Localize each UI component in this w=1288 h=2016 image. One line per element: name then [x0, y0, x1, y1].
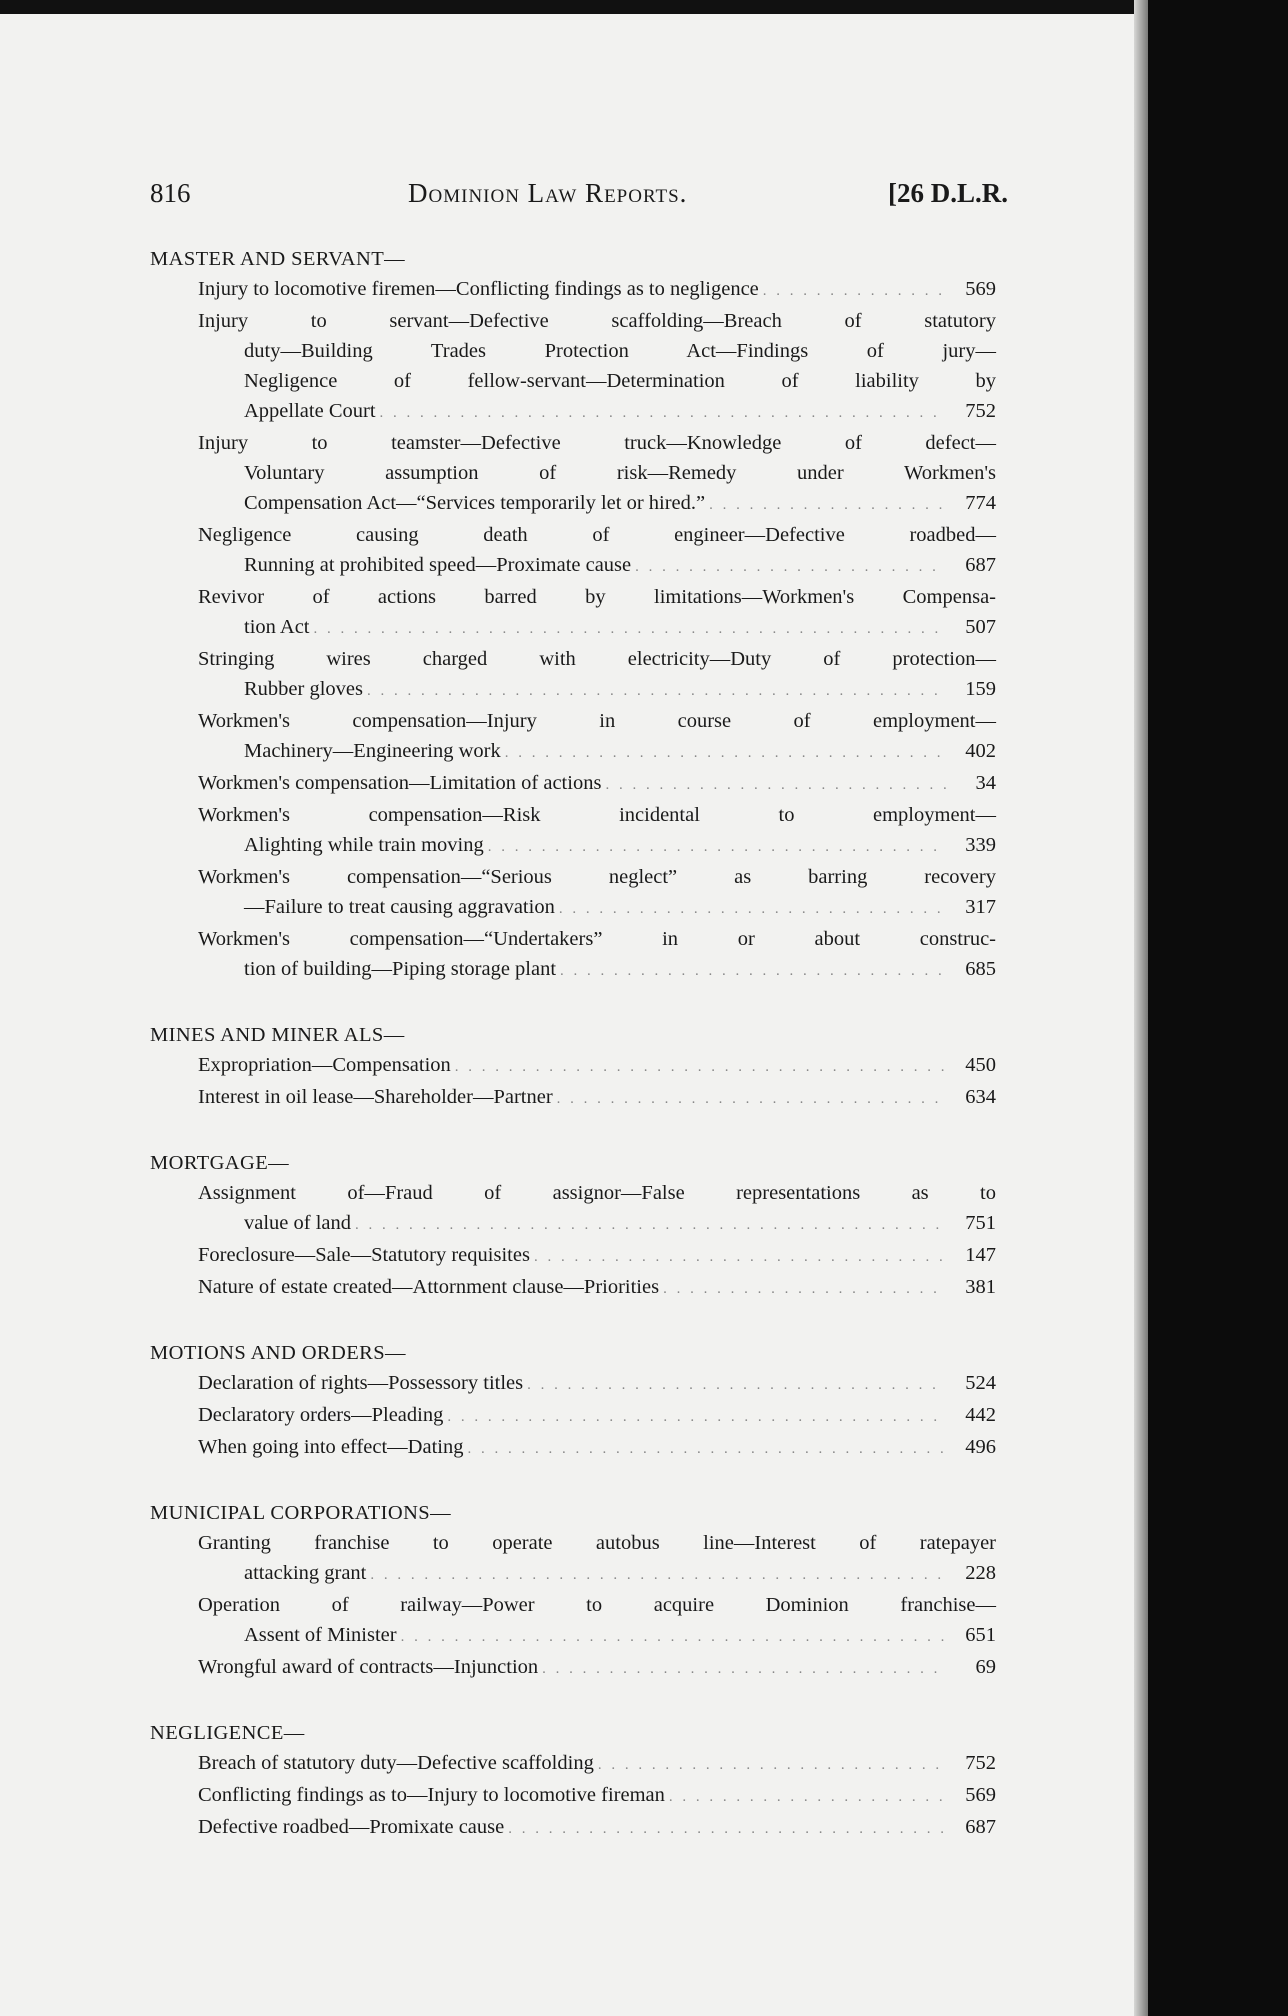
entry-final-line [198, 1400, 996, 1432]
section-heading: MUNICIPAL CORPORATIONS— [150, 1502, 451, 1524]
entry-text-line: —Failure to treat causing aggravation [244, 896, 555, 918]
entry-text-line: Workmen's compensation—Limitation of actions [198, 772, 602, 794]
dot-leader [559, 894, 946, 924]
dot-leader [635, 552, 946, 582]
entry-final-line [198, 892, 996, 924]
entry-text-line: Assignment of—Fraud of assignor—False representations as to [198, 1182, 996, 1204]
dot-leader [313, 614, 946, 644]
entry-text-line: Declaratory orders—Pleading [198, 1404, 444, 1426]
entry-text-line: Workmen's compensation—“Serious neglect” as barring recovery [198, 866, 996, 888]
entry-text-line: Injury to servant—Defective scaffolding—Breach of statutory [198, 310, 996, 332]
index-entry [198, 1590, 996, 1652]
section-heading: MOTIONS AND ORDERS— [150, 1342, 406, 1364]
entry-text-line: Workmen's compensation—Risk incidental to employment— [198, 804, 996, 826]
page-reference: 569 [965, 278, 996, 300]
dot-leader [455, 1052, 946, 1082]
index-section [150, 1148, 996, 1304]
entry-text-line: Assent of Minister [244, 1624, 397, 1646]
entry-text-line: Operation of railway—Power to acquire Dominion franchise— [198, 1594, 996, 1616]
index-entry [198, 862, 996, 924]
entry-final-line [198, 488, 996, 520]
entry-final-line [198, 1652, 996, 1684]
entry-text-line: When going into effect—Dating [198, 1436, 464, 1458]
page-reference: 339 [965, 834, 996, 856]
entry-final-line [198, 674, 996, 706]
entry-text-line: Conflicting findings as to—Injury to locomotive fireman [198, 1784, 665, 1806]
index-entry [198, 1528, 996, 1590]
scan-gutter-shadow [1134, 0, 1148, 2016]
dot-leader [542, 1654, 946, 1684]
entry-final-line [198, 612, 996, 644]
entry-text-line: Wrongful award of contracts—Injunction [198, 1656, 539, 1678]
entry-final-line [198, 1368, 996, 1400]
page-reference: 687 [965, 554, 996, 576]
page-reference: 317 [965, 896, 996, 918]
entry-final-line [198, 396, 996, 428]
page-reference: 496 [965, 1436, 996, 1458]
entry-final-line [198, 1748, 996, 1780]
entry-text-line: Machinery—Engineering work [244, 740, 501, 762]
index-entry [198, 1652, 996, 1684]
entry-final-line [198, 274, 996, 306]
entry-final-line [198, 550, 996, 582]
index-section [150, 1338, 996, 1464]
index-entry [198, 1050, 996, 1082]
page-reference: 381 [965, 1276, 996, 1298]
dot-leader [560, 956, 946, 986]
page-reference: 507 [965, 616, 996, 638]
dot-leader [763, 276, 946, 306]
entry-final-line [198, 1558, 996, 1590]
entry-text-line: Compensation Act—“Services temporarily let or hired.” [244, 492, 706, 514]
page-reference: 524 [965, 1372, 996, 1394]
entry-text-line: tion of building—Piping storage plant [244, 958, 557, 980]
index-section [150, 1718, 996, 1844]
entry-text-line: attacking grant [244, 1562, 367, 1584]
page-reference: 450 [965, 1054, 996, 1076]
page-reference: 751 [965, 1212, 996, 1234]
dot-leader [557, 1084, 946, 1114]
page-reference: 752 [965, 400, 996, 422]
page-reference: 569 [965, 1784, 996, 1806]
index-entry [198, 768, 996, 800]
index-entry [198, 1432, 996, 1464]
index-page [150, 0, 1006, 2016]
index-entry [198, 1368, 996, 1400]
index-section [150, 244, 996, 986]
dot-leader [401, 1622, 946, 1652]
page-reference: 228 [965, 1562, 996, 1584]
page-reference: 634 [965, 1086, 996, 1108]
page-header [150, 178, 1006, 218]
dot-leader [488, 832, 946, 862]
entry-text-line: duty—Building Trades Protection Act—Findings of jury— [244, 340, 996, 362]
page-reference: 147 [965, 1244, 996, 1266]
entry-final-line [198, 1208, 996, 1240]
index-entry [198, 520, 996, 582]
dot-leader [527, 1370, 946, 1400]
entry-text-line: Granting franchise to operate autobus line—Interest of ratepayer [198, 1532, 996, 1554]
entry-final-line [198, 768, 996, 800]
entry-text-line: Negligence of fellow-servant—Determination of liability by [244, 370, 996, 392]
page-reference: 402 [965, 740, 996, 762]
dot-leader [669, 1782, 946, 1812]
page-reference: 651 [965, 1624, 996, 1646]
dot-leader [598, 1750, 946, 1780]
entry-text-line: Foreclosure—Sale—Statutory requisites [198, 1244, 530, 1266]
index-section [150, 1020, 996, 1114]
index-entry [198, 1812, 996, 1844]
index-entry [198, 1748, 996, 1780]
entry-text-line: Nature of estate created—Attornment clause—Priorities [198, 1276, 660, 1298]
entry-text-line: Defective roadbed—Promixate cause [198, 1816, 505, 1838]
entry-text-line: Declaration of rights—Possessory titles [198, 1372, 524, 1394]
entry-final-line [198, 830, 996, 862]
entry-final-line [198, 1272, 996, 1304]
entry-text-line: Negligence causing death of engineer—Defective roadbed— [198, 524, 996, 546]
scan-right-border [1148, 0, 1288, 2016]
entry-text-line: Injury to locomotive firemen—Conflicting findings as to negligence [198, 278, 759, 300]
index-entry [198, 706, 996, 768]
index-entry [198, 1240, 996, 1272]
index-entry [198, 1272, 996, 1304]
index-entry [198, 800, 996, 862]
entry-text-line: Running at prohibited speed—Proximate cause [244, 554, 632, 576]
index-entry [198, 582, 996, 644]
entry-text-line: value of land [244, 1212, 352, 1234]
entry-text-line: Interest in oil lease—Shareholder—Partner [198, 1086, 553, 1108]
dot-leader [355, 1210, 946, 1240]
entry-text-line: Alighting while train moving [244, 834, 484, 856]
dot-leader [508, 1814, 946, 1844]
entry-text-line: Workmen's compensation—“Undertakers” in or about construc- [198, 928, 996, 950]
entry-text-line: tion Act [244, 616, 310, 638]
section-heading: MORTGAGE— [150, 1152, 290, 1174]
volume-reference: [26 D.L.R. [888, 178, 1008, 208]
dot-leader [605, 770, 946, 800]
entry-text-line: Voluntary assumption of risk—Remedy under Workmen's [244, 462, 996, 484]
running-title: Dominion Law Reports. [408, 178, 688, 208]
index-entry [198, 924, 996, 986]
index-entry [198, 644, 996, 706]
index-entry [198, 1780, 996, 1812]
entry-final-line [198, 736, 996, 768]
entry-final-line [198, 1812, 996, 1844]
dot-leader [370, 1560, 946, 1590]
entry-final-line [198, 1082, 996, 1114]
dot-leader [380, 398, 946, 428]
page-reference: 685 [965, 958, 996, 980]
dot-leader [505, 738, 946, 768]
index-entry [198, 306, 996, 428]
entry-text-line: Injury to teamster—Defective truck—Knowledge of defect— [198, 432, 996, 454]
page-reference: 34 [975, 772, 996, 794]
entry-text-line: Revivor of actions barred by limitations—Workmen's Compensa- [198, 586, 996, 608]
dot-leader [534, 1242, 946, 1272]
dot-leader [663, 1274, 946, 1304]
entry-text-line: Expropriation—Compensation [198, 1054, 451, 1076]
entry-text-line: Breach of statutory duty—Defective scaffolding [198, 1752, 594, 1774]
entry-final-line [198, 954, 996, 986]
entry-text-line: Appellate Court [244, 400, 376, 422]
entry-final-line [198, 1620, 996, 1652]
section-heading: MINES AND MINER ALS— [150, 1024, 405, 1046]
dot-leader [447, 1402, 946, 1432]
entry-final-line [198, 1432, 996, 1464]
page-reference: 687 [965, 1816, 996, 1838]
index-section [150, 1498, 996, 1684]
entry-text-line: Rubber gloves [244, 678, 363, 700]
entry-final-line [198, 1780, 996, 1812]
section-heading: NEGLIGENCE— [150, 1722, 305, 1744]
index-entry [198, 1178, 996, 1240]
section-heading: MASTER AND SERVANT— [150, 248, 406, 270]
entry-final-line [198, 1050, 996, 1082]
index-entry [198, 1400, 996, 1432]
dot-leader [467, 1434, 946, 1464]
entry-text-line: Stringing wires charged with electricity—Duty of protection— [198, 648, 996, 670]
entry-final-line [198, 1240, 996, 1272]
index-content [150, 244, 996, 1878]
page-reference: 442 [965, 1404, 996, 1426]
index-entry [198, 1082, 996, 1114]
page-reference: 752 [965, 1752, 996, 1774]
dot-leader [367, 676, 946, 706]
page-reference: 69 [975, 1656, 996, 1678]
index-entry [198, 274, 996, 306]
page-reference: 774 [965, 492, 996, 514]
entry-text-line: Workmen's compensation—Injury in course of employment— [198, 710, 996, 732]
index-entry [198, 428, 996, 520]
page-reference: 159 [965, 678, 996, 700]
dot-leader [709, 490, 946, 520]
page-number: 816 [150, 178, 191, 208]
